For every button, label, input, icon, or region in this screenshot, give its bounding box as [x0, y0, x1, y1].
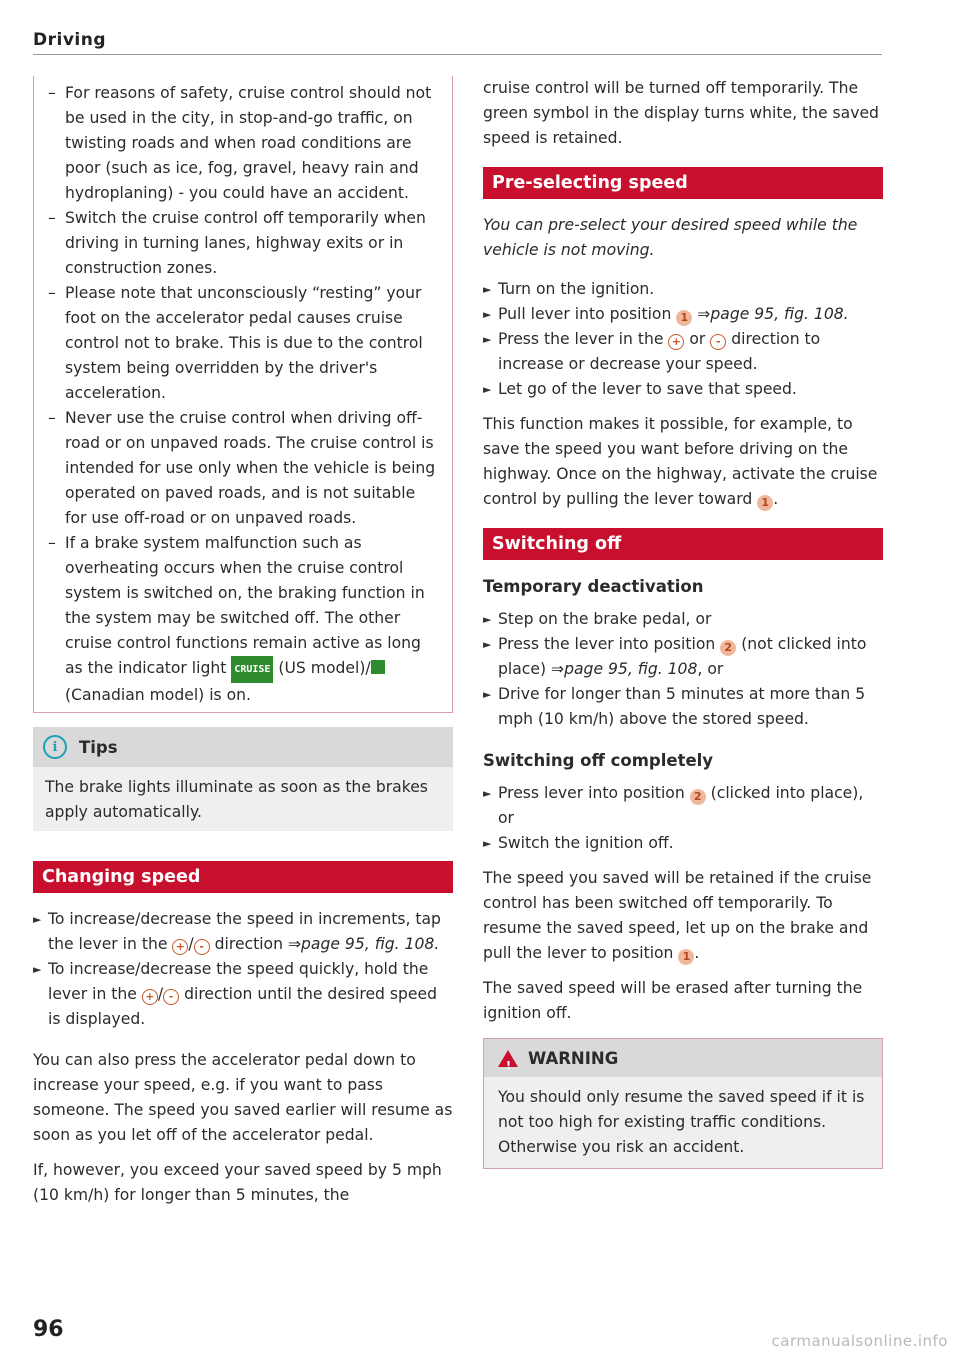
section-title-changing-speed: Changing speed — [33, 861, 453, 893]
subheading-switching-off-completely: Switching off completely — [483, 751, 714, 770]
minus-icon: - — [710, 334, 726, 350]
bullet-arrow-icon: ► — [483, 688, 492, 701]
list-item: ► To increase/decrease the speed quickly, hold the lever in the + / - direction until the desired speed is displayed. — [33, 957, 453, 1032]
list-item: ► Drive for longer than 5 minutes at more than 5 mph (10 km/h) above the stored speed. — [483, 682, 883, 732]
list-item: ► Switch the ignition off. — [483, 831, 883, 856]
warning-body: You should only resume the saved speed if it is not too high for existing traffic conditions. Otherwise you risk an accident. — [484, 1077, 882, 1168]
bullet-arrow-icon: ► — [33, 963, 42, 976]
paragraph: The saved speed will be erased after turning the ignition off. — [483, 979, 863, 1022]
minus-icon: - — [163, 989, 179, 1005]
warning-item: – If a brake system malfunction such as overheating occurs when the cruise control system is switched on, the braking function in the system may be switched off. The other cruise control functions remain active as long as the indicator light CRUISE (US model)/ (Canadian model) is on. — [48, 534, 425, 704]
list-item: ► Press lever into position 2 (clicked into place), or — [483, 781, 883, 831]
list-item: ► Let go of the lever to save that speed. — [483, 377, 883, 402]
list-item: ► Turn on the ignition. — [483, 277, 883, 302]
bullet-arrow-icon: ► — [483, 638, 492, 651]
list-item: ► Press the lever in the + or - direction to increase or decrease your speed. — [483, 327, 883, 377]
paragraph: The speed you saved will be retained if the cruise control has been switched off temporarily. To resume the saved speed, let up on the brake and pull the lever to position 1 . — [483, 869, 872, 963]
paragraph: cruise control will be turned off temporarily. The green symbol in the display turns white, the saved speed is retained. — [483, 79, 879, 147]
position-2-icon: 2 — [720, 640, 736, 656]
plus-icon: + — [142, 989, 158, 1005]
plus-icon: + — [172, 939, 188, 955]
page-number: 96 — [33, 1317, 64, 1342]
bullet-arrow-icon: ► — [483, 613, 492, 626]
list-item: ► Press the lever into position 2 (not clicked into place) ⇒page 95, fig. 108, or — [483, 632, 883, 682]
bullet-arrow-icon: ► — [483, 837, 492, 850]
position-1-icon: 1 — [757, 495, 773, 511]
warning-triangle-icon: ! — [498, 1050, 518, 1067]
warning-item: – For reasons of safety, cruise control should not be used in the city, in stop-and-go traffic, on twisting roads and when road conditions are poor (such as ice, fog, gravel, heavy rain and hydroplaning) - you could have an accident. — [48, 84, 432, 202]
position-1-icon: 1 — [676, 310, 692, 326]
paragraph: If, however, you exceed your saved speed by 5 mph (10 km/h) for longer than 5 minutes, the — [33, 1161, 442, 1204]
subheading-temporary-deactivation: Temporary deactivation — [483, 577, 704, 596]
section-lead: You can pre-select your desired speed while the vehicle is not moving. — [483, 216, 858, 259]
watermark: carmanualsonline.info — [771, 1332, 948, 1350]
info-icon: i — [43, 735, 67, 759]
header-title: Driving — [33, 30, 107, 50]
warning-header: ! WARNING — [484, 1039, 882, 1077]
list-item: ► Step on the brake pedal, or — [483, 607, 883, 632]
warning-continuation-box — [33, 76, 453, 713]
bullet-arrow-icon: ► — [483, 308, 492, 321]
paragraph: You can also press the accelerator pedal down to increase your speed, e.g. if you want to pass someone. The speed you saved earlier will resume as soon as you let off of the accelerator pedal. — [33, 1051, 453, 1144]
right-column — [483, 76, 883, 1169]
header-rule — [33, 54, 882, 55]
page-reference[interactable]: page 95, fig. 108 — [301, 935, 435, 953]
bullet-arrow-icon: ► — [483, 383, 492, 396]
bullet-arrow-icon: ► — [483, 787, 492, 800]
page-reference[interactable]: page 95, fig. 108 — [710, 305, 844, 323]
plus-icon: + — [668, 334, 684, 350]
bullet-arrow-icon: ► — [33, 913, 42, 926]
warning-item: – Never use the cruise control when driving off-road or on unpaved roads. The cruise control is intended for use only when the vehicle is being operated on paved roads, and is not suitable for use off-road or on unpaved roads. — [48, 409, 436, 527]
page-ref-arrow-icon: ⇒ — [287, 935, 302, 953]
paragraph: This function makes it possible, for example, to save the speed you want before driving on the highway. Once on the highway, activate the cruise control by pulling the lever toward 1 . — [483, 415, 878, 509]
bullet-arrow-icon: ► — [483, 283, 492, 296]
section-title-pre-selecting-speed: Pre-selecting speed — [483, 167, 883, 199]
position-2-icon: 2 — [690, 789, 706, 805]
warning-item: – Please note that unconsciously “resting” your foot on the accelerator pedal causes cruise control not to brake. This is due to the control system being overridden by the driver's acceleration. — [48, 284, 423, 402]
page-reference[interactable]: page 95, fig. 108 — [564, 660, 698, 678]
left-column — [33, 76, 453, 1218]
list-item: ► To increase/decrease the speed in increments, tap the lever in the + / - direction ⇒page 95, fig. 108. — [33, 907, 453, 957]
tips-box — [33, 727, 453, 831]
section-title-switching-off: Switching off — [483, 528, 883, 560]
bullet-arrow-icon: ► — [483, 333, 492, 346]
cruise-indicator-icon: CRUISE — [231, 656, 273, 683]
list-item: ► Pull lever into position 1 ⇒page 95, fig. 108. — [483, 302, 883, 327]
tips-body: The brake lights illuminate as soon as the brakes apply automatically. — [33, 767, 453, 831]
minus-icon: - — [194, 939, 210, 955]
cruise-canada-indicator-icon — [371, 660, 385, 674]
page-ref-arrow-icon: ⇒ — [551, 660, 565, 678]
warning-item: – Switch the cruise control off temporarily when driving in turning lanes, highway exits or in construction zones. — [48, 209, 426, 277]
warning-box — [483, 1038, 883, 1169]
position-1-icon: 1 — [678, 949, 694, 965]
tips-header: i Tips — [33, 727, 453, 767]
page-ref-arrow-icon: ⇒ — [697, 305, 711, 323]
